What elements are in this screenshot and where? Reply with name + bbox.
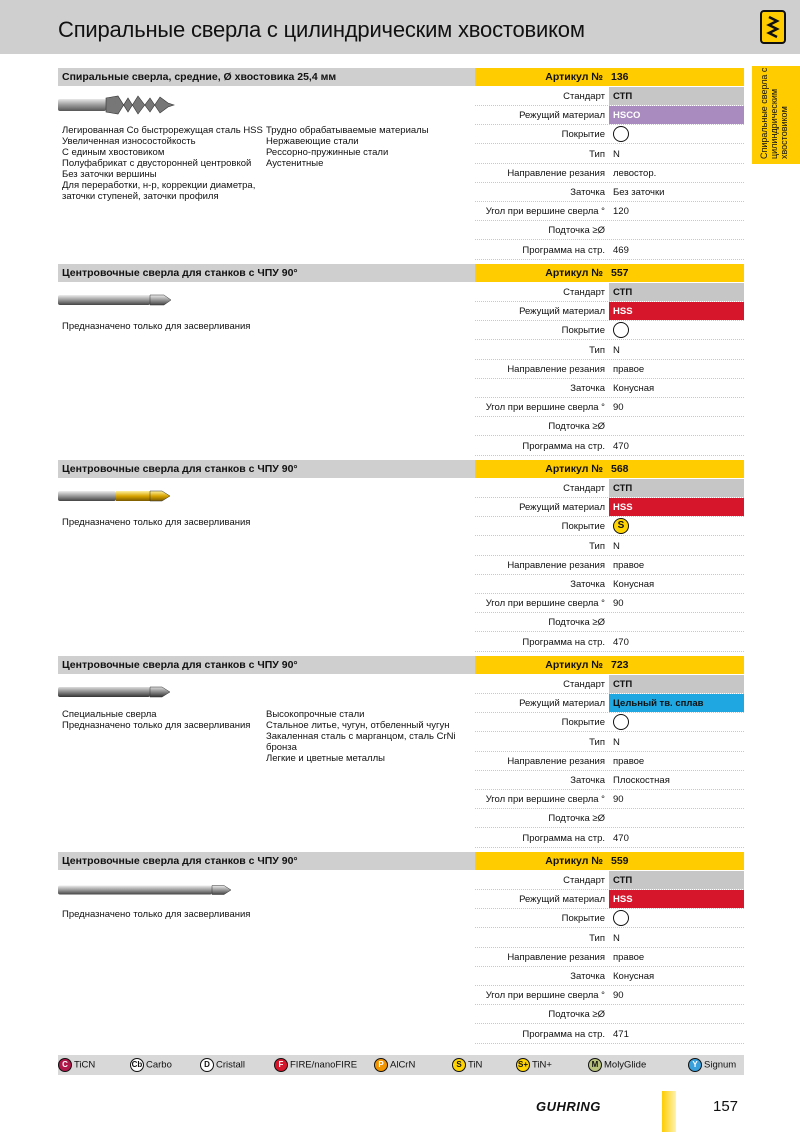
standard-value: СТП: [609, 871, 744, 889]
spec-row-coating: [475, 125, 744, 144]
article-number: 557: [611, 267, 629, 279]
description-line: Без заточки вершины: [62, 169, 157, 180]
relief-label: Подточка ≥Ø: [548, 421, 605, 433]
description-right: [266, 125, 429, 169]
legend-label: TiN+: [532, 1059, 552, 1071]
description-line: Легкие и цветные металлы: [266, 753, 385, 764]
direction-label: Направление резания: [507, 363, 605, 375]
coating-badge-icon: Y: [688, 1058, 702, 1072]
spec-row-grind: [475, 575, 744, 594]
spec-row-direction: [475, 948, 744, 967]
coating-badge-icon: S: [452, 1058, 466, 1072]
grind-label: Заточка: [570, 775, 605, 786]
spec-row-material: [475, 890, 744, 909]
spec-row-direction: [475, 164, 744, 183]
side-tab: [752, 66, 800, 164]
standard-value: СТП: [609, 283, 744, 301]
legend-label: TiN: [468, 1059, 483, 1071]
program-value: 470: [613, 832, 629, 844]
type-value: N: [613, 540, 620, 552]
description-line: заточки ступеней, заточки профиля: [62, 191, 219, 202]
spec-row-program: [475, 829, 744, 848]
article-number: 559: [611, 855, 629, 867]
page-header: [0, 0, 800, 54]
legend-item: [200, 1058, 245, 1072]
spec-row-coating: [475, 713, 744, 732]
spec-row-coating: [475, 517, 744, 536]
spec-row-standard: [475, 479, 744, 498]
direction-label: Направление резания: [507, 167, 605, 179]
relief-value: [609, 809, 744, 827]
relief-value: [609, 613, 744, 631]
article-number: 568: [611, 463, 629, 475]
spec-row-type: [475, 145, 744, 164]
relief-label: Подточка ≥Ø: [548, 617, 605, 629]
drill-image: [58, 883, 233, 901]
spec-row-standard: [475, 87, 744, 106]
angle-value: 90: [613, 402, 624, 414]
standard-value: СТП: [609, 479, 744, 497]
spec-row-standard: [475, 283, 744, 302]
program-label: Программа на стр.: [522, 440, 605, 452]
spec-row-coating: [475, 321, 744, 340]
description-line: Легированная Co быстрорежущая сталь HSS: [62, 125, 263, 136]
article-bar: [475, 264, 744, 282]
description-line: Трудно обрабатываемые материалы: [266, 125, 429, 136]
spec-row-direction: [475, 752, 744, 771]
coating-badge-icon: S+: [516, 1058, 530, 1072]
article-bar: [475, 852, 744, 870]
coating-icon: [613, 910, 629, 926]
program-label: Программа на стр.: [522, 832, 605, 844]
spec-row-program: [475, 241, 744, 260]
product-section: [58, 656, 744, 848]
coating-icon: [613, 322, 629, 338]
program-label: Программа на стр.: [522, 244, 605, 256]
coating-badge-icon: Cb: [130, 1058, 144, 1072]
drill-logo-icon: [760, 10, 786, 44]
legend-label: FIRE/nanoFIRE: [290, 1059, 358, 1071]
legend-item: [58, 1058, 95, 1072]
grind-value: Конусная: [613, 971, 655, 982]
drill-image: [58, 685, 173, 704]
type-value: N: [613, 344, 620, 356]
type-value: N: [613, 736, 620, 748]
angle-value: 120: [613, 206, 629, 218]
material-label: Режущий материал: [519, 894, 605, 906]
article-number: 136: [611, 71, 629, 83]
grind-label: Заточка: [570, 383, 605, 394]
grind-value: Конусная: [613, 579, 655, 590]
spec-row-grind: [475, 967, 744, 986]
spec-row-type: [475, 929, 744, 948]
article-label: Артикул №: [545, 71, 603, 83]
spec-row-angle: [475, 398, 744, 417]
description-line: бронза: [266, 742, 297, 753]
grind-value: Плоскостная: [613, 775, 670, 786]
type-value: N: [613, 148, 620, 160]
relief-label: Подточка ≥Ø: [548, 1009, 605, 1021]
material-value: Цельный тв. сплав: [609, 694, 744, 712]
spec-row-angle: [475, 790, 744, 809]
coating-label: Покрытие: [561, 717, 605, 729]
legend-label: Cristall: [216, 1059, 246, 1071]
spec-row-relief: [475, 613, 744, 632]
article-bar: [475, 68, 744, 86]
program-value: 470: [613, 440, 629, 452]
section-title: Спиральные сверла, средние, Ø хвостовика 25,4 мм: [62, 71, 337, 83]
article-label: Артикул №: [545, 267, 603, 279]
description-line: Высокопрочные стали: [266, 709, 365, 720]
type-label: Тип: [589, 148, 605, 160]
material-value: HSS: [609, 498, 744, 516]
standard-value: СТП: [609, 87, 744, 105]
standard-label: Стандарт: [563, 287, 605, 298]
spec-row-angle: [475, 202, 744, 221]
drill-image: [58, 93, 178, 122]
article-label: Артикул №: [545, 659, 603, 671]
drill-image: [58, 489, 173, 508]
spec-row-program: [475, 437, 744, 456]
spec-row-relief: [475, 1005, 744, 1024]
spec-row-standard: [475, 871, 744, 890]
legend-label: AlCrN: [390, 1059, 416, 1071]
angle-value: 90: [613, 598, 624, 610]
article-number: 723: [611, 659, 629, 671]
article-label: Артикул №: [545, 463, 603, 475]
program-value: 471: [613, 1028, 629, 1040]
legend-item: [588, 1058, 646, 1072]
direction-value: правое: [613, 559, 645, 571]
drill-image: [58, 293, 173, 312]
relief-value: [609, 1005, 744, 1023]
spec-row-relief: [475, 221, 744, 240]
grind-value: Конусная: [613, 383, 655, 394]
legend-item: [274, 1058, 357, 1072]
description-line: Нержавеющие стали: [266, 136, 359, 147]
description-line: Полуфабрикат с двусторонней центровкой: [62, 158, 252, 169]
spec-row-material: [475, 302, 744, 321]
angle-label: Угол при вершине сверла °: [485, 206, 605, 218]
coating-badge-icon: F: [274, 1058, 288, 1072]
direction-value: правое: [613, 951, 645, 963]
description-line: Специальные сверла: [62, 709, 157, 720]
type-label: Тип: [589, 932, 605, 944]
angle-label: Угол при вершине сверла °: [485, 598, 605, 610]
coating-label: Покрытие: [561, 129, 605, 141]
grind-label: Заточка: [570, 971, 605, 982]
description-line: Для переработки, н-р, коррекции диаметра,: [62, 180, 256, 191]
brand-stripe: [662, 1091, 676, 1132]
spec-row-grind: [475, 771, 744, 790]
coating-badge-icon: M: [588, 1058, 602, 1072]
legend-label: MolyGlide: [604, 1059, 647, 1071]
spec-row-type: [475, 537, 744, 556]
product-section: [58, 68, 744, 260]
material-label: Режущий материал: [519, 698, 605, 710]
spec-row-angle: [475, 594, 744, 613]
spec-row-relief: [475, 417, 744, 436]
description-left: [62, 909, 250, 920]
coating-badge-icon: D: [200, 1058, 214, 1072]
angle-label: Угол при вершине сверла °: [485, 990, 605, 1002]
spec-row-grind: [475, 183, 744, 202]
type-label: Тип: [589, 540, 605, 552]
description-line: Предназначено только для засверливания: [62, 720, 251, 731]
legend-item: [516, 1058, 552, 1072]
spec-row-direction: [475, 556, 744, 575]
spec-row-type: [475, 341, 744, 360]
program-label: Программа на стр.: [522, 1028, 605, 1040]
grind-value: Без заточки: [613, 187, 665, 198]
standard-label: Стандарт: [563, 679, 605, 690]
direction-value: левостор.: [613, 167, 657, 179]
material-label: Режущий материал: [519, 110, 605, 122]
direction-label: Направление резания: [507, 559, 605, 571]
standard-value: СТП: [609, 675, 744, 693]
product-section: [58, 264, 744, 456]
coating-icon: [613, 126, 629, 142]
legend-item: [130, 1058, 172, 1072]
program-value: 469: [613, 244, 629, 256]
product-section: [58, 460, 744, 652]
description-line: Предназначено только для засверливания: [62, 321, 251, 332]
program-value: 470: [613, 636, 629, 648]
coating-icon: [613, 714, 629, 730]
description-line: Закаленная сталь с марганцом, сталь CrNi: [266, 731, 456, 742]
grind-label: Заточка: [570, 187, 605, 198]
description-left: [62, 321, 250, 332]
coating-label: Покрытие: [561, 521, 605, 533]
brand-logo: GUHRING: [536, 1099, 601, 1114]
relief-value: [609, 417, 744, 435]
coating-legend: [58, 1055, 744, 1075]
legend-label: TiCN: [74, 1059, 96, 1071]
spec-row-relief: [475, 809, 744, 828]
angle-value: 90: [613, 794, 624, 806]
material-label: Режущий материал: [519, 502, 605, 514]
angle-label: Угол при вершине сверла °: [485, 794, 605, 806]
spec-row-standard: [475, 675, 744, 694]
material-value: HSCO: [609, 106, 744, 124]
type-label: Тип: [589, 344, 605, 356]
article-label: Артикул №: [545, 855, 603, 867]
article-bar: [475, 656, 744, 674]
spec-row-program: [475, 1025, 744, 1044]
description-right: [266, 709, 456, 764]
description-left: [62, 125, 263, 202]
standard-label: Стандарт: [563, 875, 605, 886]
legend-item: [452, 1058, 482, 1072]
description-line: С единым хвостовиком: [62, 147, 165, 158]
angle-label: Угол при вершине сверла °: [485, 402, 605, 414]
product-section: [58, 852, 744, 1044]
relief-label: Подточка ≥Ø: [548, 813, 605, 825]
legend-label: Carbo: [146, 1059, 172, 1071]
material-value: HSS: [609, 302, 744, 320]
standard-label: Стандарт: [563, 91, 605, 102]
section-title: Центровочные сверла для станков с ЧПУ 90°: [62, 463, 298, 475]
spec-row-angle: [475, 986, 744, 1005]
type-label: Тип: [589, 736, 605, 748]
coating-badge-icon: C: [58, 1058, 72, 1072]
type-value: N: [613, 932, 620, 944]
coating-icon: S: [613, 518, 629, 534]
grind-label: Заточка: [570, 579, 605, 590]
spec-row-program: [475, 633, 744, 652]
description-line: Стальное литье, чугун, отбеленный чугун: [266, 720, 450, 731]
direction-label: Направление резания: [507, 951, 605, 963]
relief-label: Подточка ≥Ø: [548, 225, 605, 237]
spec-row-grind: [475, 379, 744, 398]
spec-row-direction: [475, 360, 744, 379]
page-number: 157: [713, 1098, 739, 1115]
standard-label: Стандарт: [563, 483, 605, 494]
article-bar: [475, 460, 744, 478]
description-line: Рессорно-пружинные стали: [266, 147, 389, 158]
side-tab-label: Спиральные сверла с цилиндрическим хвостовиком: [759, 67, 789, 159]
spec-row-type: [475, 733, 744, 752]
section-title: Центровочные сверла для станков с ЧПУ 90°: [62, 659, 298, 671]
angle-value: 90: [613, 990, 624, 1002]
coating-label: Покрытие: [561, 913, 605, 925]
page-title: Спиральные сверла с цилиндрическим хвостовиком: [58, 17, 585, 42]
section-title: Центровочные сверла для станков с ЧПУ 90°: [62, 855, 298, 867]
spec-row-material: [475, 498, 744, 517]
spec-row-material: [475, 106, 744, 125]
legend-item: [688, 1058, 736, 1072]
material-label: Режущий материал: [519, 306, 605, 318]
coating-label: Покрытие: [561, 325, 605, 337]
legend-item: [374, 1058, 415, 1072]
program-label: Программа на стр.: [522, 636, 605, 648]
description-left: [62, 709, 250, 731]
description-left: [62, 517, 250, 528]
material-value: HSS: [609, 890, 744, 908]
description-line: Предназначено только для засверливания: [62, 909, 251, 920]
description-line: Увеличенная износостойкость: [62, 136, 196, 147]
direction-label: Направление резания: [507, 755, 605, 767]
description-line: Предназначено только для засверливания: [62, 517, 251, 528]
coating-badge-icon: P: [374, 1058, 388, 1072]
direction-value: правое: [613, 755, 645, 767]
legend-label: Signum: [704, 1059, 737, 1071]
section-title: Центровочные сверла для станков с ЧПУ 90°: [62, 267, 298, 279]
description-line: Аустенитные: [266, 158, 324, 169]
spec-row-material: [475, 694, 744, 713]
relief-value: [609, 221, 744, 239]
direction-value: правое: [613, 363, 645, 375]
spec-row-coating: [475, 909, 744, 928]
